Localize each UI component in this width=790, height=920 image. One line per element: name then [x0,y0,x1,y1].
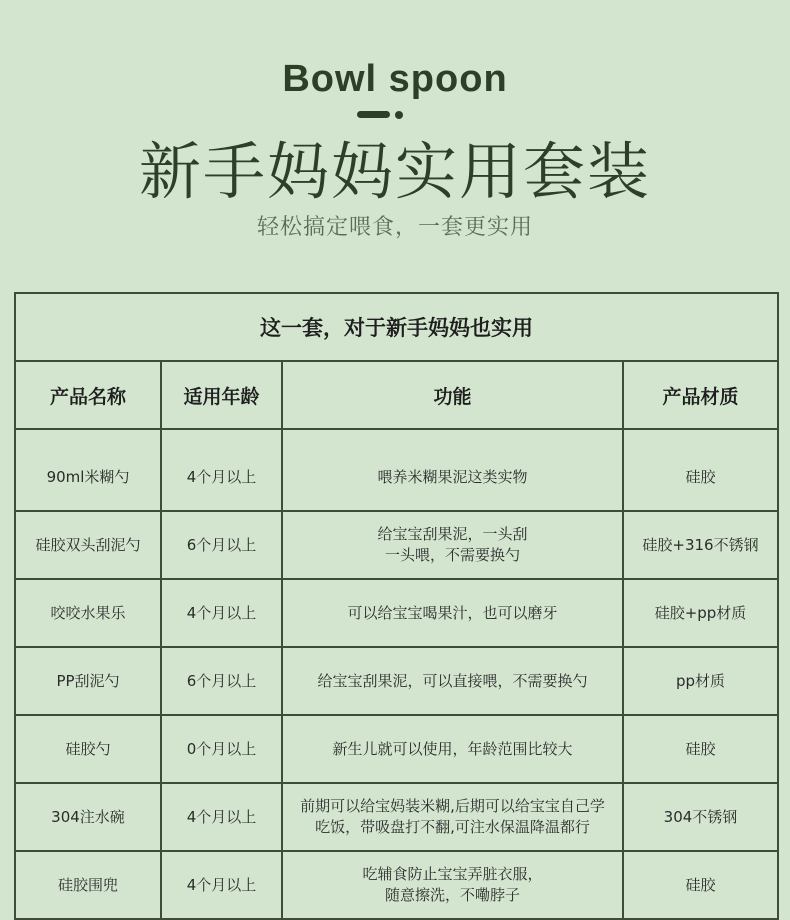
cell-name: PP刮泥勺 [15,647,161,715]
cell-name: 硅胶围兜 [15,851,161,919]
cell-function: 吃辅食防止宝宝弄脏衣服， 随意擦洗，不嘞脖子 [282,851,623,919]
cell-name: 硅胶勺 [15,715,161,783]
cell-material: 硅胶 [623,851,778,919]
table-title: 这一套，对于新手妈妈也实用 [15,293,778,361]
cell-material: 304不锈钢 [623,783,778,851]
cell-material: pp材质 [623,647,778,715]
table-row [15,783,778,851]
decorative-dash [357,111,390,118]
product-table-container [14,292,777,904]
cell-name: 304注水碗 [15,783,161,851]
cell-material: 硅胶+316不锈钢 [623,511,778,579]
cell-material: 硅胶 [623,715,778,783]
column-header-material: 产品材质 [623,361,778,429]
cell-material: 硅胶 [623,429,778,511]
brand-title: Bowl spoon [282,58,508,100]
cell-function: 给宝宝刮果泥，可以直接喂，不需要换勺 [282,647,623,715]
cell-age: 6个月以上 [161,647,282,715]
table-row [15,851,778,919]
cell-function: 喂养米糊果泥这类实物 [282,429,623,511]
cell-age: 6个月以上 [161,511,282,579]
cell-function: 新生儿就可以使用，年龄范围比较大 [282,715,623,783]
table-row [15,429,778,511]
cell-function: 前期可以给宝妈装米糊,后期可以给宝宝自己学 吃饭，带吸盘打不翻,可注水保温降温都行 [282,783,623,851]
hero-banner [0,0,790,290]
cell-age: 4个月以上 [161,783,282,851]
cell-age: 4个月以上 [161,579,282,647]
table-body [15,429,778,919]
table-row [15,579,778,647]
column-header-name: 产品名称 [15,361,161,429]
column-header-age: 适用年龄 [161,361,282,429]
decorative-dot [395,111,403,119]
cell-material: 硅胶+pp材质 [623,579,778,647]
product-table [14,292,779,920]
column-header-function: 功能 [282,361,623,429]
table-row [15,647,778,715]
cell-age: 4个月以上 [161,851,282,919]
table-row [15,715,778,783]
page-subline: 轻松搞定喂食，一套更实用 [256,215,533,240]
cell-age: 0个月以上 [161,715,282,783]
page-headline: 新手妈妈实用套装 [138,135,651,208]
cell-name: 硅胶双头刮泥勺 [15,511,161,579]
cell-name: 90ml米糊勺 [15,429,161,511]
cell-function: 给宝宝刮果泥，一头刮 一头喂，不需要换勺 [282,511,623,579]
cell-name: 咬咬水果乐 [15,579,161,647]
table-row [15,511,778,579]
cell-age: 4个月以上 [161,429,282,511]
cell-function: 可以给宝宝喝果汁，也可以磨牙 [282,579,623,647]
